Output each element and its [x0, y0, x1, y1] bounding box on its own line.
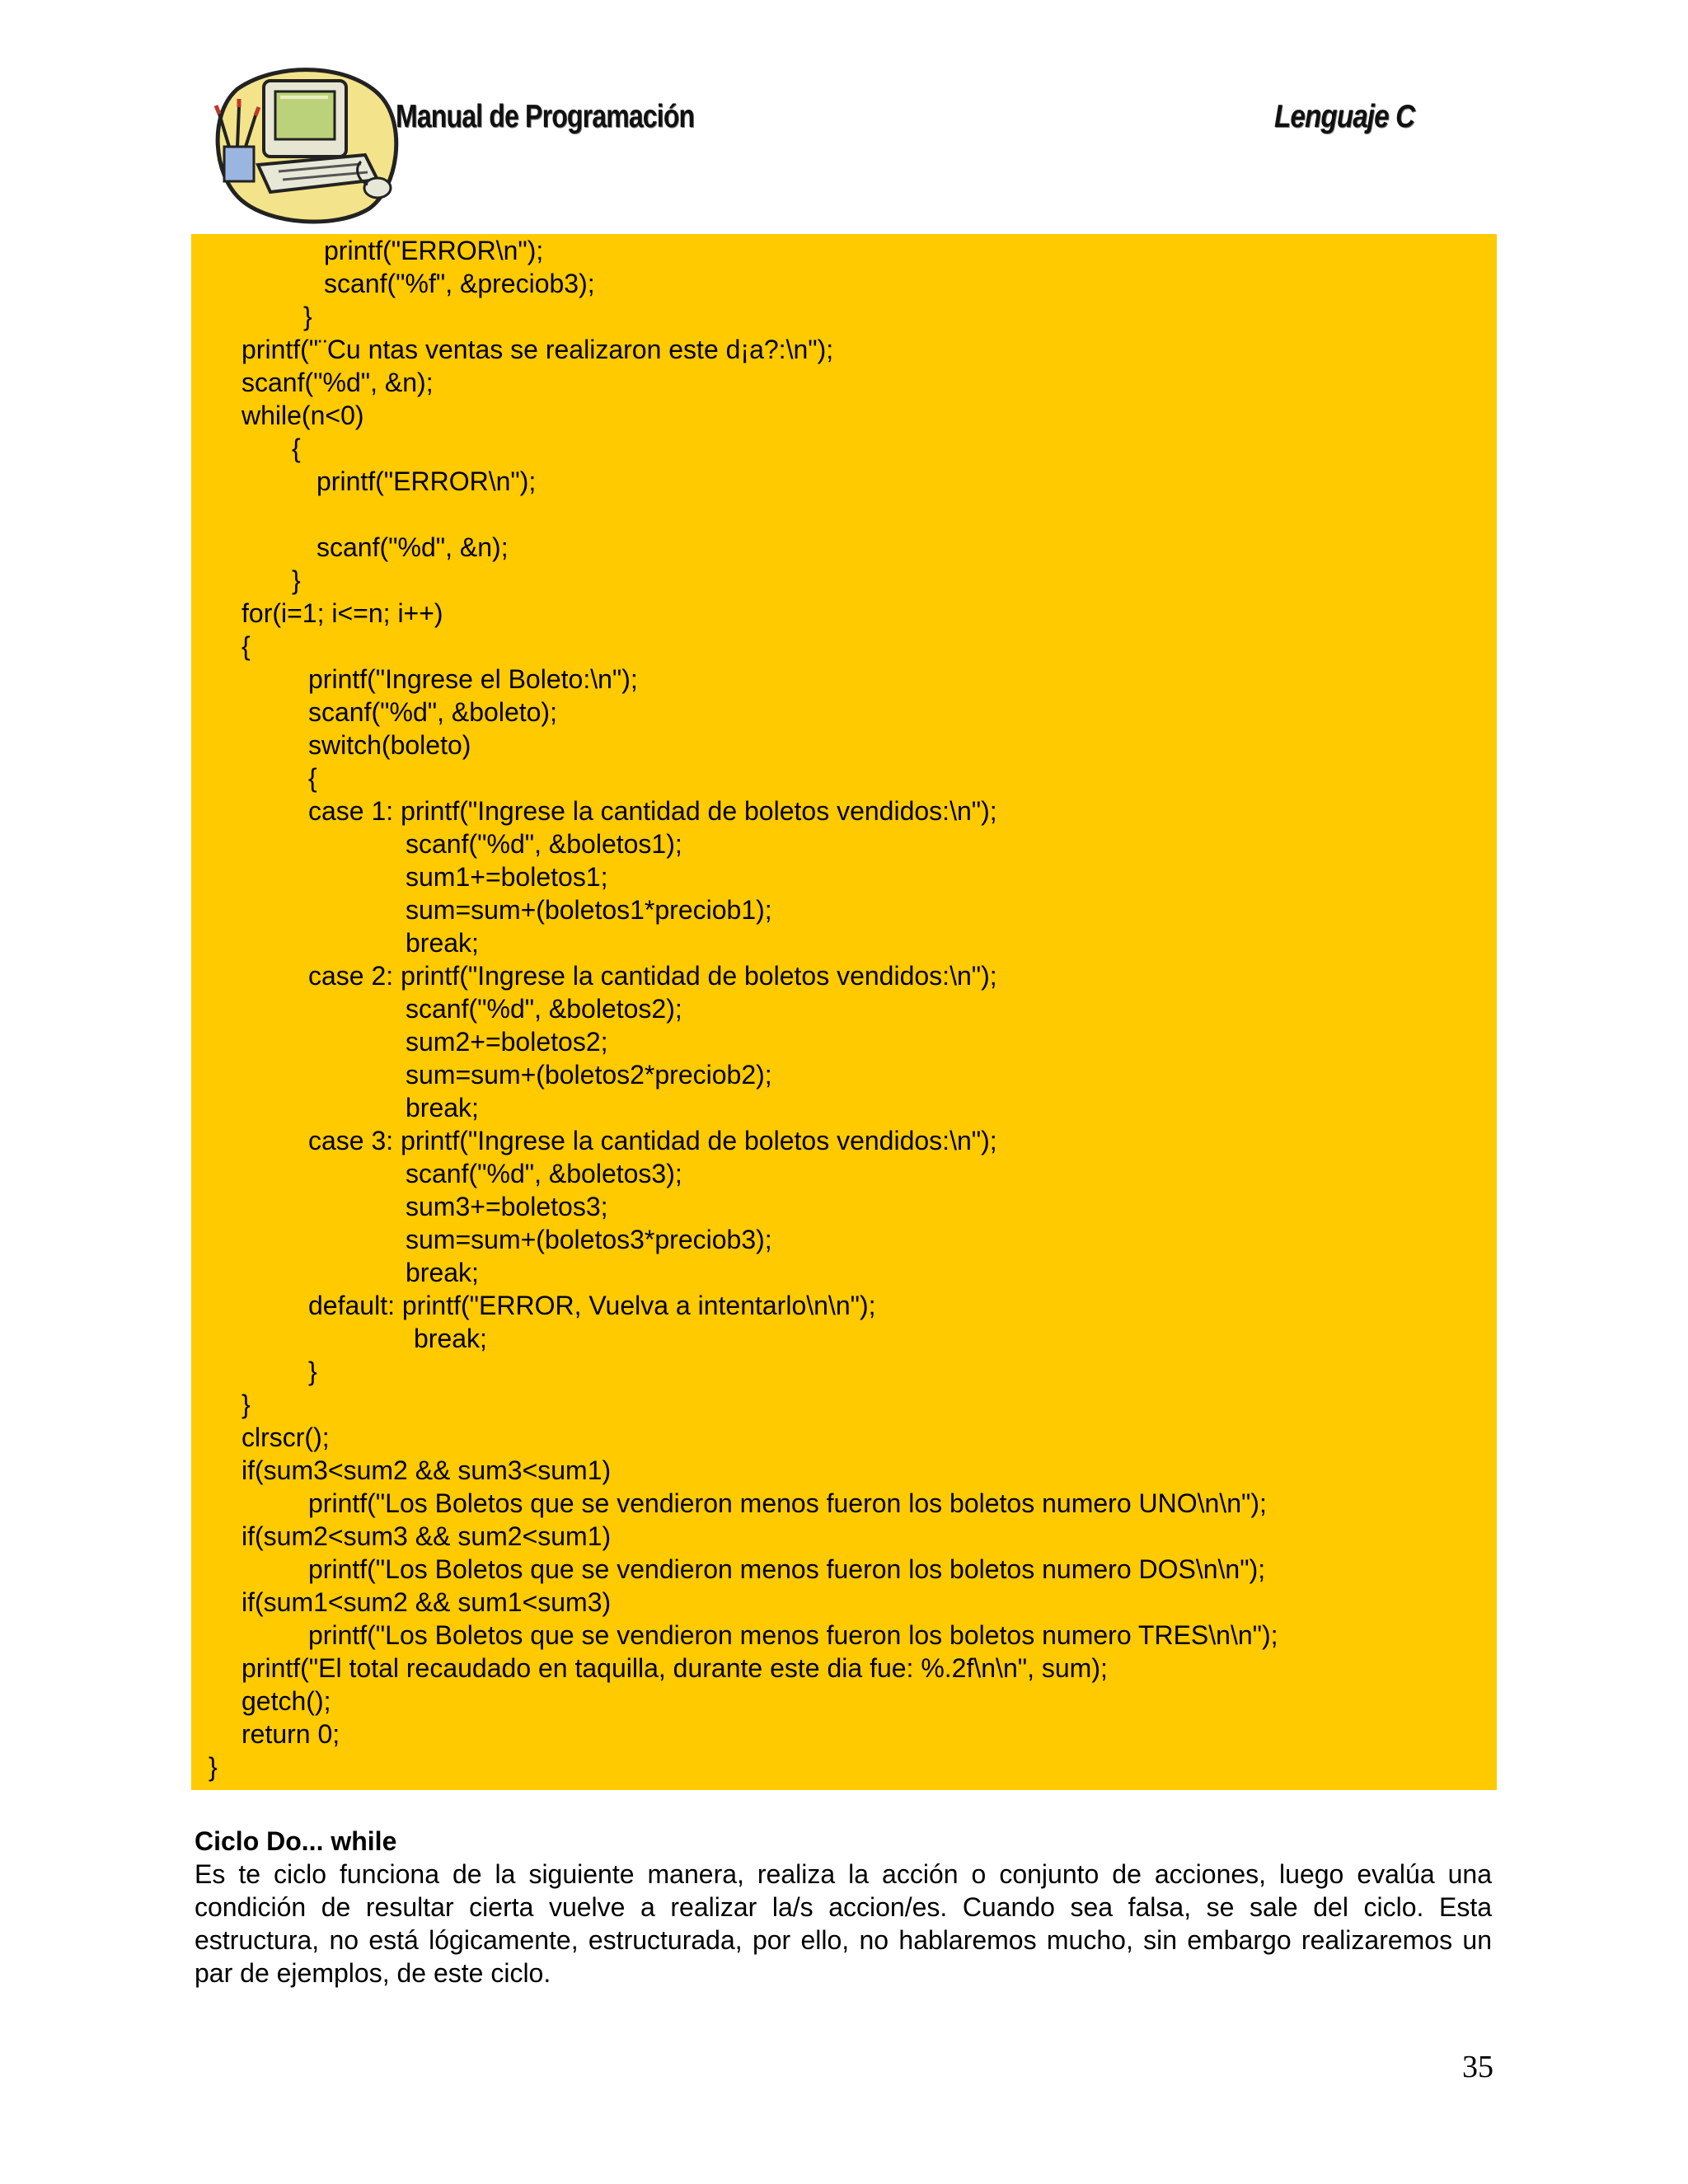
- code-line: scanf("%d", &boletos2);: [406, 994, 682, 1024]
- code-line: printf("¨Cu ntas ventas se realizaron este d¡a?:\n");: [241, 335, 834, 364]
- code-line: scanf("%d", &n);: [316, 532, 509, 562]
- code-line: if(sum2<sum3 && sum2<sum1): [241, 1521, 612, 1551]
- header-subtitle: Lenguaje C: [1273, 99, 1414, 134]
- code-line: printf("Los Boletos que se vendieron menos fueron los boletos numero UNO\n\n");: [308, 1488, 1267, 1518]
- code-line: }: [241, 1390, 251, 1419]
- code-line: scanf("%f", &preciob3);: [324, 269, 595, 298]
- code-line: printf("El total recaudado en taquilla, durante este dia fue: %.2f\n\n", sum);: [241, 1653, 1108, 1683]
- code-line: scanf("%d", &boletos1);: [406, 829, 682, 859]
- code-line: }: [209, 1752, 218, 1782]
- code-line: printf("ERROR\n");: [324, 236, 544, 265]
- code-line: if(sum3<sum2 && sum3<sum1): [241, 1455, 612, 1485]
- code-line: {: [292, 434, 301, 463]
- code-line: {: [308, 763, 317, 793]
- code-line: printf("ERROR\n");: [316, 466, 537, 496]
- code-line: switch(boleto): [308, 730, 471, 760]
- section-body: Es te ciclo funciona de la siguiente manera, realiza la acción o conjunto de acciones, luego evalúa una condición de resultar cierta vuelve a realizar la/s accion/es. Cuando sea falsa, se sale del ciclo. Esta estructura, no está lógicamente, estructurada, por ello, no hablaremos mucho, sin embargo realizaremos un par de ejemplos, de este ciclo.: [195, 1859, 1492, 1988]
- code-line: sum1+=boletos1;: [406, 862, 608, 892]
- code-line: printf("Ingrese el Boleto:\n");: [308, 664, 638, 694]
- code-line: sum=sum+(boletos2*preciob2);: [406, 1060, 772, 1090]
- section-title: Ciclo Do... while: [195, 1826, 397, 1856]
- header-title: Manual de Programación: [396, 99, 695, 134]
- code-line: }: [303, 302, 312, 331]
- code-line: clrscr();: [241, 1422, 330, 1452]
- code-line: scanf("%d", &boletos3);: [406, 1159, 682, 1188]
- code-line: if(sum1<sum2 && sum1<sum3): [241, 1587, 612, 1617]
- page-header: [213, 64, 1432, 229]
- code-line: }: [292, 565, 301, 595]
- code-line: while(n<0): [241, 401, 364, 430]
- code-line: default: printf("ERROR, Vuelva a intentarlo\n\n");: [308, 1291, 876, 1320]
- code-line: printf("Los Boletos que se vendieron menos fueron los boletos numero TRES\n\n");: [308, 1620, 1278, 1650]
- code-line: break;: [406, 928, 479, 958]
- computer-clipart-icon: [213, 64, 402, 225]
- code-line: {: [241, 631, 251, 661]
- code-block: [191, 234, 1497, 1790]
- code-line: return 0;: [241, 1719, 340, 1749]
- code-line: sum3+=boletos3;: [406, 1192, 608, 1221]
- code-line: sum=sum+(boletos1*preciob1);: [406, 895, 772, 925]
- code-line: printf("Los Boletos que se vendieron menos fueron los boletos numero DOS\n\n");: [308, 1554, 1266, 1584]
- code-line: getch();: [241, 1686, 331, 1716]
- code-line: for(i=1; i<=n; i++): [241, 598, 443, 628]
- code-line: }: [308, 1357, 317, 1386]
- page-number: 35: [1462, 2050, 1493, 2084]
- code-line: break;: [406, 1093, 479, 1122]
- code-line: case 3: printf("Ingrese la cantidad de boletos vendidos:\n");: [308, 1126, 997, 1155]
- code-line: sum=sum+(boletos3*preciob3);: [406, 1225, 772, 1254]
- code-line: break;: [406, 1258, 479, 1287]
- code-line: scanf("%d", &n);: [241, 368, 434, 397]
- code-line: case 1: printf("Ingrese la cantidad de boletos vendidos:\n");: [308, 796, 997, 826]
- code-line: break;: [414, 1324, 487, 1353]
- do-while-section: [195, 1825, 1492, 1990]
- code-line: scanf("%d", &boleto);: [308, 697, 557, 727]
- code-line: case 2: printf("Ingrese la cantidad de boletos vendidos:\n");: [308, 961, 997, 991]
- code-line: sum2+=boletos2;: [406, 1027, 608, 1057]
